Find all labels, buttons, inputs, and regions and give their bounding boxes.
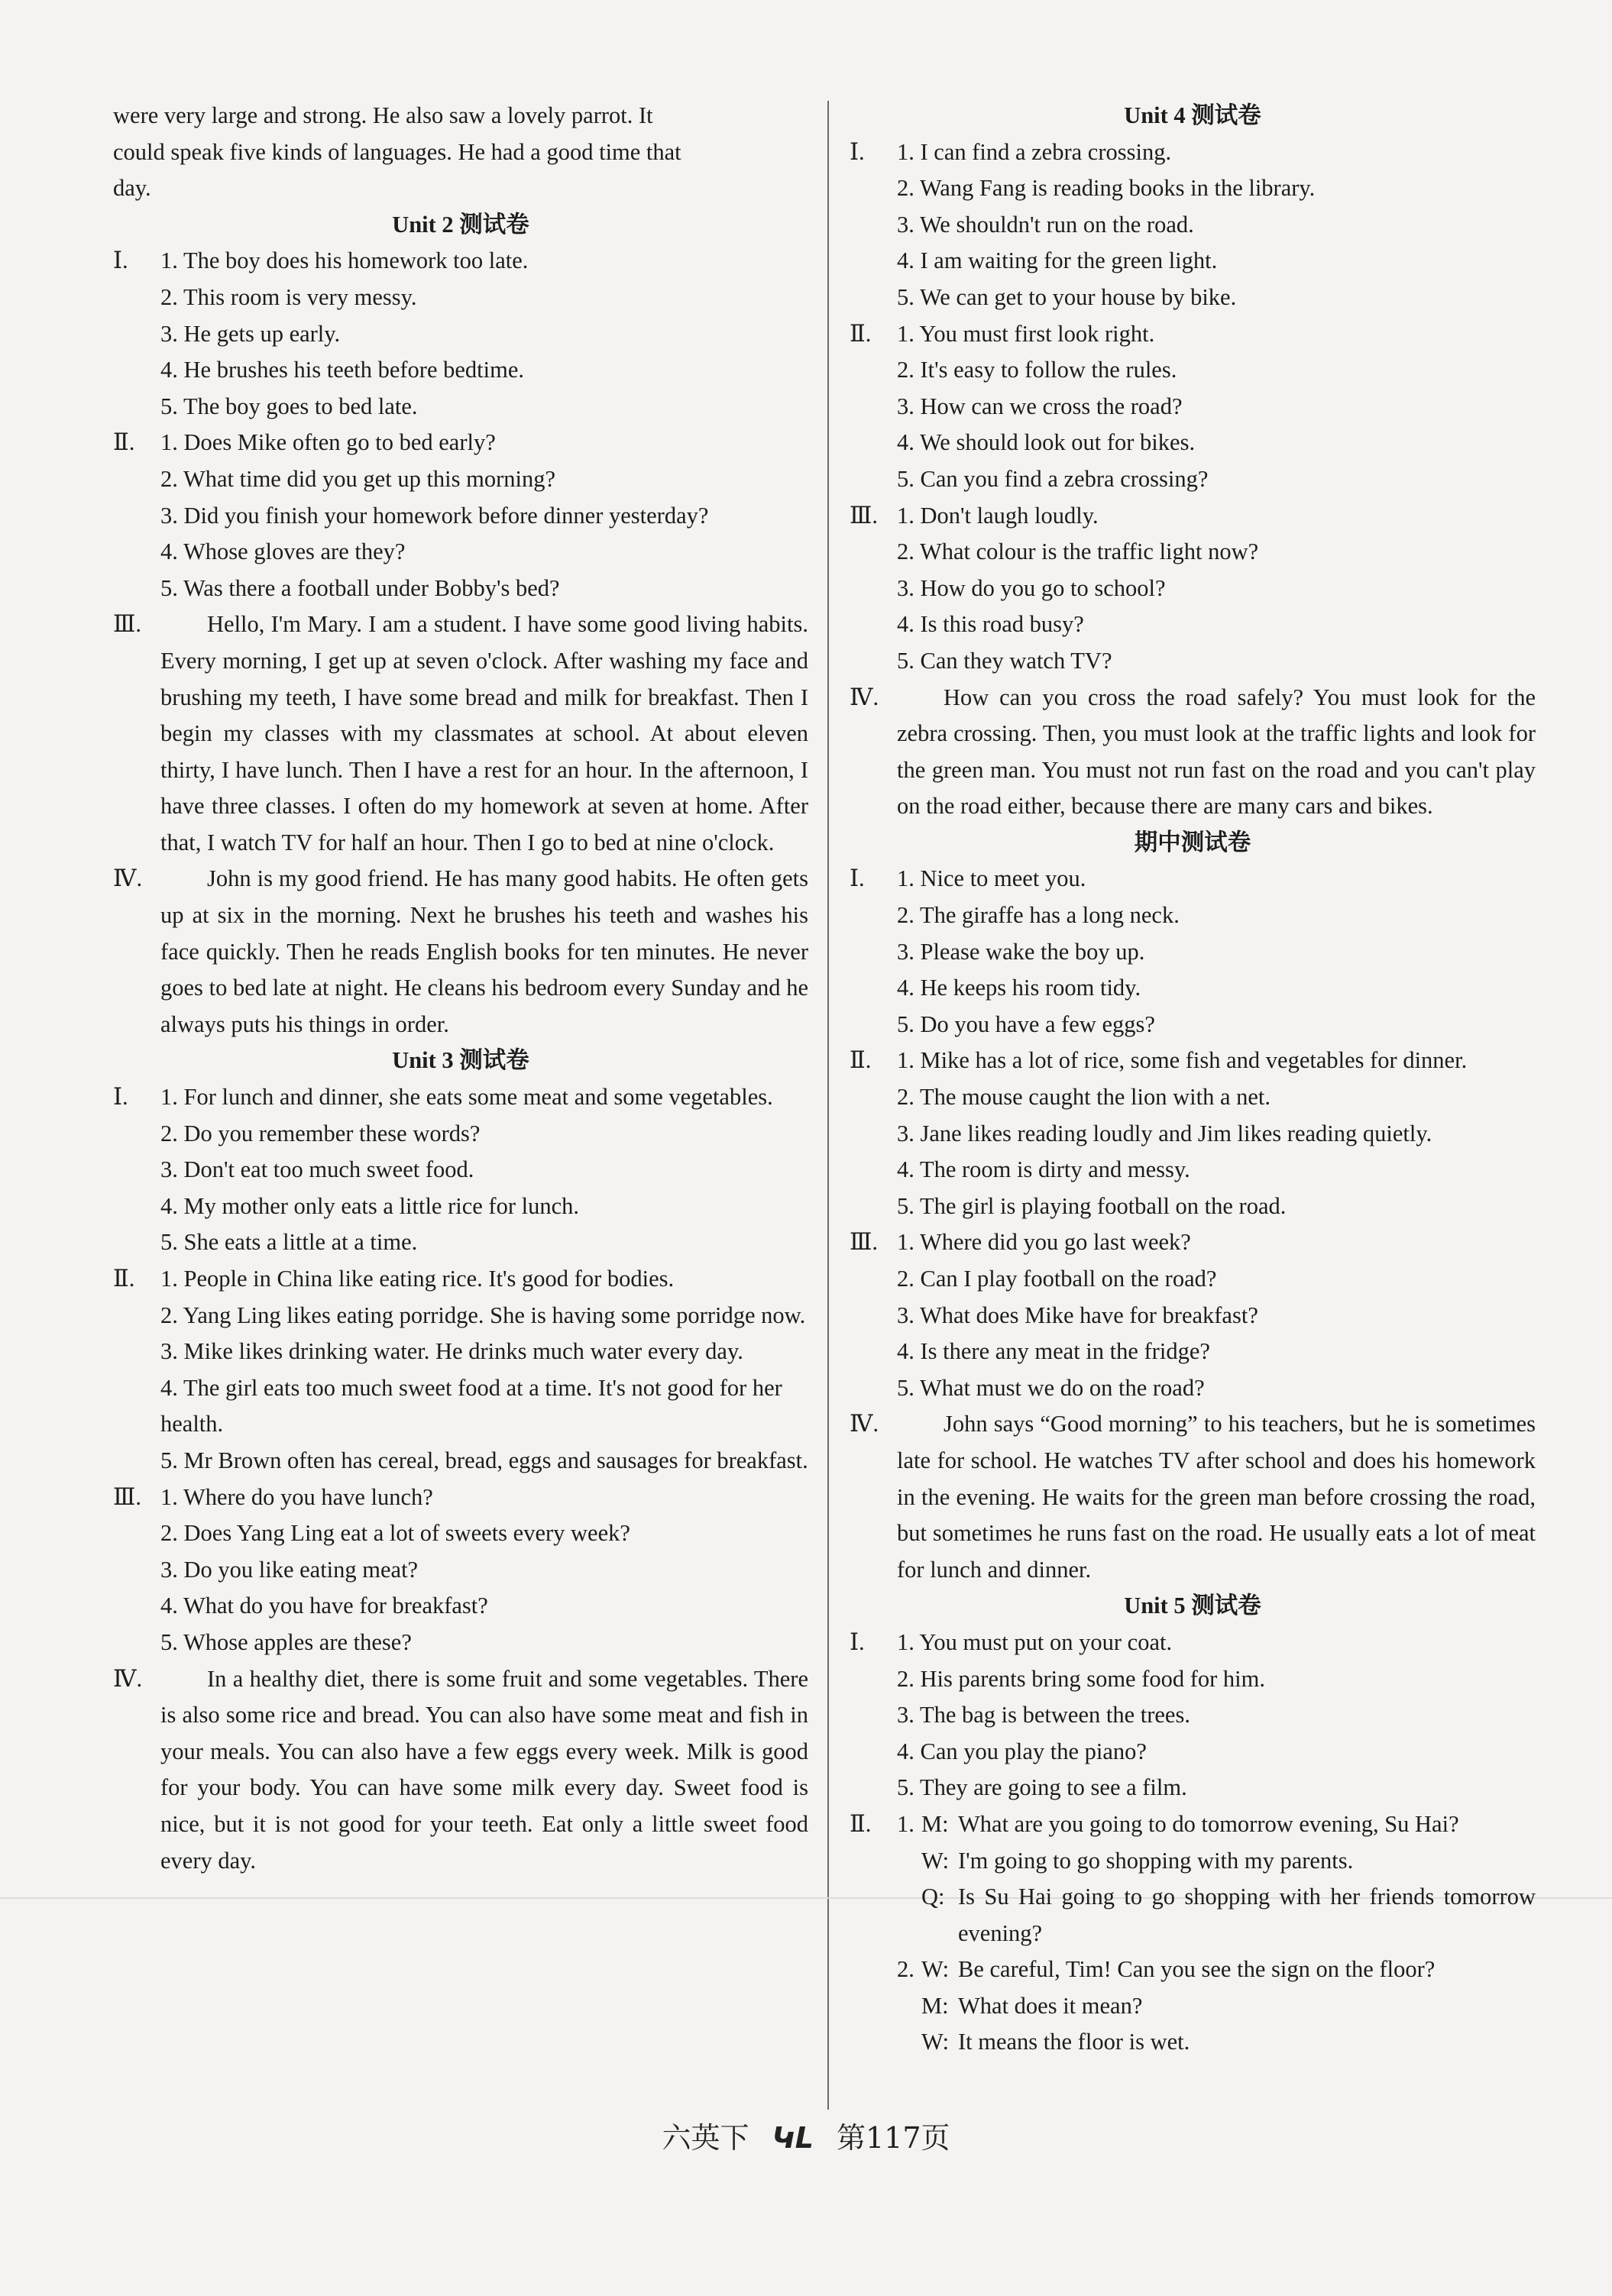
unit2-s2-item: 5. Was there a football under Bobby's bed? <box>160 574 560 601</box>
speaker-label: W: <box>921 1847 950 1874</box>
section-label: Ⅱ. <box>113 429 135 456</box>
unit3-s3-item: 4. What do you have for breakfast? <box>160 1593 488 1619</box>
unit4-s1-item: 5. We can get to your house by bike. <box>897 283 1237 310</box>
unit5-s1-item: 2. His parents bring some food for him. <box>897 1665 1265 1692</box>
dialog-line: 2. W: Be careful, Tim! Can you see the sign on the floor? <box>850 1952 1536 1988</box>
dialog-line: Q: Is Su Hai going to go shopping with her friends tomorrow evening? <box>850 1879 1536 1952</box>
unit3-s2-item: 5. Mr Brown often has cereal, bread, eggs and sausages for breakfast. <box>160 1447 808 1473</box>
section-label: Ⅰ. <box>113 1084 128 1111</box>
section-label: Ⅰ. <box>850 865 865 892</box>
page-footer <box>0 2114 1612 2156</box>
unit5-s2-q1-line: Ⅱ. 1. M: What are you going to do tomorrow evening, Su Hai? <box>850 1806 1536 1843</box>
page-number: 第117页 <box>837 2121 950 2155</box>
column-divider <box>827 101 829 2110</box>
unit2-s2-item: 4. Whose gloves are they? <box>160 538 406 565</box>
unit4-s1-item: 2. Wang Fang is reading books in the library. <box>897 175 1316 202</box>
question-number: 2. <box>897 1956 914 1983</box>
publisher-logo: ԿL <box>772 2121 814 2155</box>
midterm-s3-item: 5. What must we do on the road? <box>897 1374 1205 1401</box>
unit2-s2-item: 3. Did you finish your homework before dinner yesterday? <box>160 502 709 529</box>
midterm-s2-item: 3. Jane likes reading loudly and Jim likes reading quietly. <box>897 1120 1432 1146</box>
unit5-s1-item: 4. Can you play the piano? <box>897 1738 1147 1764</box>
section-label: Ⅳ. <box>113 1665 143 1692</box>
unit4-s2-item: 4. We should look out for bikes. <box>897 429 1196 456</box>
section-label: Ⅰ. <box>850 1628 865 1655</box>
unit4-s1-item: 3. We shouldn't run on the road. <box>897 211 1194 238</box>
unit3-s3-item: 3. Do you like eating meat? <box>160 1556 419 1583</box>
unit3-s2-item: Ⅱ. 1. People in China like eating rice. It's good for bodies. <box>113 1261 808 1298</box>
unit4-s2-item: 3. How can we cross the road? <box>897 393 1183 419</box>
unit2-s1-item: 5. The boy goes to bed late. <box>160 393 418 419</box>
unit3-s1-item: 5. She eats a little at a time. <box>160 1229 418 1256</box>
unit4-s4-passage: Ⅳ. How can you cross the road safely? You must look for the zebra crossing. Then, you must look at the traffic lights and look for the green man. You must not run fast on the road and you can't play on the road either, because there are many cars and bikes. <box>850 680 1536 825</box>
unit5-s1-item: 3. The bag is between the trees. <box>897 1702 1190 1728</box>
midterm-s3-item: 3. What does Mike have for breakfast? <box>897 1302 1258 1328</box>
unit3-s2-item: 2. Yang Ling likes eating porridge. She is having some porridge now. <box>160 1302 806 1328</box>
unit3-s3-item: Ⅲ. 1. Where do you have lunch? <box>113 1479 808 1516</box>
unit4-s2-item: Ⅱ. 1. You must first look right. <box>850 316 1536 353</box>
unit4-s3-item: Ⅲ. 1. Don't laugh loudly. <box>850 498 1536 535</box>
unit2-s2-item: Ⅱ. 1. Does Mike often go to bed early? <box>113 425 808 461</box>
dialog-line: W: I'm going to go shopping with my parents. <box>850 1843 1536 1880</box>
section-label: Ⅰ. <box>113 247 128 274</box>
unit5-heading: Unit 5 测试卷 <box>1124 1593 1261 1619</box>
section-label: Ⅲ. <box>850 1229 879 1256</box>
unit2-s3-passage: Ⅲ. Hello, I'm Mary. I am a student. I have some good living habits. Every morning, I get up at seven o'clock. After washing my face and brushing my teeth, I have some bread and milk for breakfast. Then I begin my classes with my classmates at school. At about eleven thirty, I have lunch. Then I have a rest for an hour. In the afternoon, I have three classes. I often do my homework at seven at home. After that, I watch TV for half an hour. Then I go to bed at nine o'clock. <box>113 606 808 861</box>
unit3-s4-passage: Ⅳ. In a healthy diet, there is some fruit and some vegetables. There is also some rice and bread. You can also have some meat and fish in your meals. You can also have a few eggs every week. Milk is good for your body. You can have some milk every day. Sweet food is nice, but it is not good for your teeth. Eat only a little sweet food every day. <box>113 1661 808 1880</box>
unit3-s1-item: Ⅰ. 1. For lunch and dinner, she eats some meat and some vegetables. <box>113 1079 808 1116</box>
unit2-s1-item: 4. He brushes his teeth before bedtime. <box>160 357 524 383</box>
unit2-s2-item: 2. What time did you get up this morning? <box>160 465 556 492</box>
unit3-s2-item: 3. Mike likes drinking water. He drinks much water every day. <box>160 1338 743 1365</box>
speaker-label: M: <box>921 1810 949 1837</box>
unit2-s1-item: Ⅰ. 1. The boy does his homework too late. <box>113 243 808 280</box>
midterm-s1-item: 3. Please wake the boy up. <box>897 938 1145 965</box>
unit3-s1-item: 2. Do you remember these words? <box>160 1120 481 1146</box>
unit4-s3-item: 2. What colour is the traffic light now? <box>897 538 1259 565</box>
speaker-label: Q: <box>921 1884 945 1910</box>
unit4-s3-item: 4. Is this road busy? <box>897 611 1084 638</box>
unit5-s1-item: Ⅰ. 1. You must put on your coat. <box>850 1625 1536 1661</box>
unit3-s3-item: 5. Whose apples are these? <box>160 1628 412 1655</box>
speaker-label: W: <box>921 2029 950 2055</box>
speaker-label: M: <box>921 1992 949 2019</box>
unit5-s1-item: 5. They are going to see a film. <box>897 1774 1187 1801</box>
midterm-s2-item: Ⅱ. 1. Mike has a lot of rice, some fish and vegetables for dinner. <box>850 1043 1536 1079</box>
unit4-heading: Unit 4 测试卷 <box>1124 102 1261 128</box>
unit4-s1-item: Ⅰ. 1. I can find a zebra crossing. <box>850 134 1536 171</box>
unit3-s2-item: 4. The girl eats too much sweet food at a time. It's not good for her health. <box>160 1374 782 1437</box>
midterm-s3-item: 4. Is there any meat in the fridge? <box>897 1338 1210 1365</box>
speaker-label: W: <box>921 1956 950 1983</box>
unit4-s2-item: 2. It's easy to follow the rules. <box>897 357 1177 383</box>
dialog-line: M: What does it mean? <box>850 1988 1536 2025</box>
book-label: 六英下 <box>662 2121 749 2155</box>
intro-line: day. <box>113 175 151 202</box>
midterm-s3-item: 2. Can I play football on the road? <box>897 1266 1217 1292</box>
intro-line: could speak five kinds of languages. He had a good time that <box>113 138 681 165</box>
unit4-s3-item: 3. How do you go to school? <box>897 574 1166 601</box>
right-column <box>850 98 1536 2061</box>
midterm-s1-item: 5. Do you have a few eggs? <box>897 1011 1155 1037</box>
section-label: Ⅱ. <box>850 1810 872 1837</box>
intro-line: were very large and strong. He also saw a lovely parrot. It <box>113 102 653 128</box>
section-label: Ⅳ. <box>113 865 143 892</box>
intro-paragraph <box>113 98 808 207</box>
section-label: Ⅱ. <box>113 1266 135 1292</box>
unit4-s1-item: 4. I am waiting for the green light. <box>897 247 1218 274</box>
section-label: Ⅰ. <box>850 138 865 165</box>
unit2-s1-item: 3. He gets up early. <box>160 320 341 347</box>
left-column <box>113 98 808 1879</box>
midterm-s2-item: 4. The room is dirty and messy. <box>897 1156 1190 1183</box>
section-label: Ⅳ. <box>850 684 879 710</box>
midterm-s4-passage: Ⅳ. John says “Good morning” to his teachers, but he is sometimes late for school. He watches TV after school and does his homework in the evening. He waits for the green man before crossing the road, but sometimes he runs fast on the road. He usually eats a lot of meat for lunch and dinner. <box>850 1406 1536 1588</box>
midterm-s1-item: Ⅰ. 1. Nice to meet you. <box>850 861 1536 897</box>
midterm-s3-item: Ⅲ. 1. Where did you go last week? <box>850 1224 1536 1261</box>
section-label: Ⅲ. <box>850 502 879 529</box>
midterm-s1-item: 4. He keeps his room tidy. <box>897 975 1141 1001</box>
unit3-heading: Unit 3 测试卷 <box>392 1047 529 1074</box>
section-label: Ⅳ. <box>850 1411 879 1437</box>
unit4-s3-item: 5. Can they watch TV? <box>897 647 1112 674</box>
section-label: Ⅱ. <box>850 1047 872 1074</box>
unit3-s1-item: 4. My mother only eats a little rice for lunch. <box>160 1192 580 1219</box>
section-label: Ⅲ. <box>113 611 142 638</box>
unit4-s2-item: 5. Can you find a zebra crossing? <box>897 465 1209 492</box>
section-label: Ⅱ. <box>850 320 872 347</box>
midterm-s2-item: 2. The mouse caught the lion with a net. <box>897 1084 1271 1111</box>
unit2-s4-passage: Ⅳ. John is my good friend. He has many good habits. He often gets up at six in the morning. Next he brushes his teeth and washes his face quickly. Then he reads English books for ten minutes. He never goes to bed late at night. He cleans his bedroom every Sunday and he always puts his things in order. <box>113 861 808 1043</box>
unit2-heading: Unit 2 测试卷 <box>392 211 529 238</box>
midterm-s2-item: 5. The girl is playing football on the road. <box>897 1192 1287 1219</box>
section-label: Ⅲ. <box>113 1483 142 1510</box>
midterm-s1-item: 2. The giraffe has a long neck. <box>897 902 1180 929</box>
question-number: 1. <box>897 1810 914 1837</box>
unit3-s1-item: 3. Don't eat too much sweet food. <box>160 1156 474 1183</box>
midterm-heading: 期中测试卷 <box>1134 829 1251 855</box>
dialog-line: W: It means the floor is wet. <box>850 2024 1536 2061</box>
unit3-s3-item: 2. Does Yang Ling eat a lot of sweets every week? <box>160 1520 630 1547</box>
unit2-s1-item: 2. This room is very messy. <box>160 283 417 310</box>
